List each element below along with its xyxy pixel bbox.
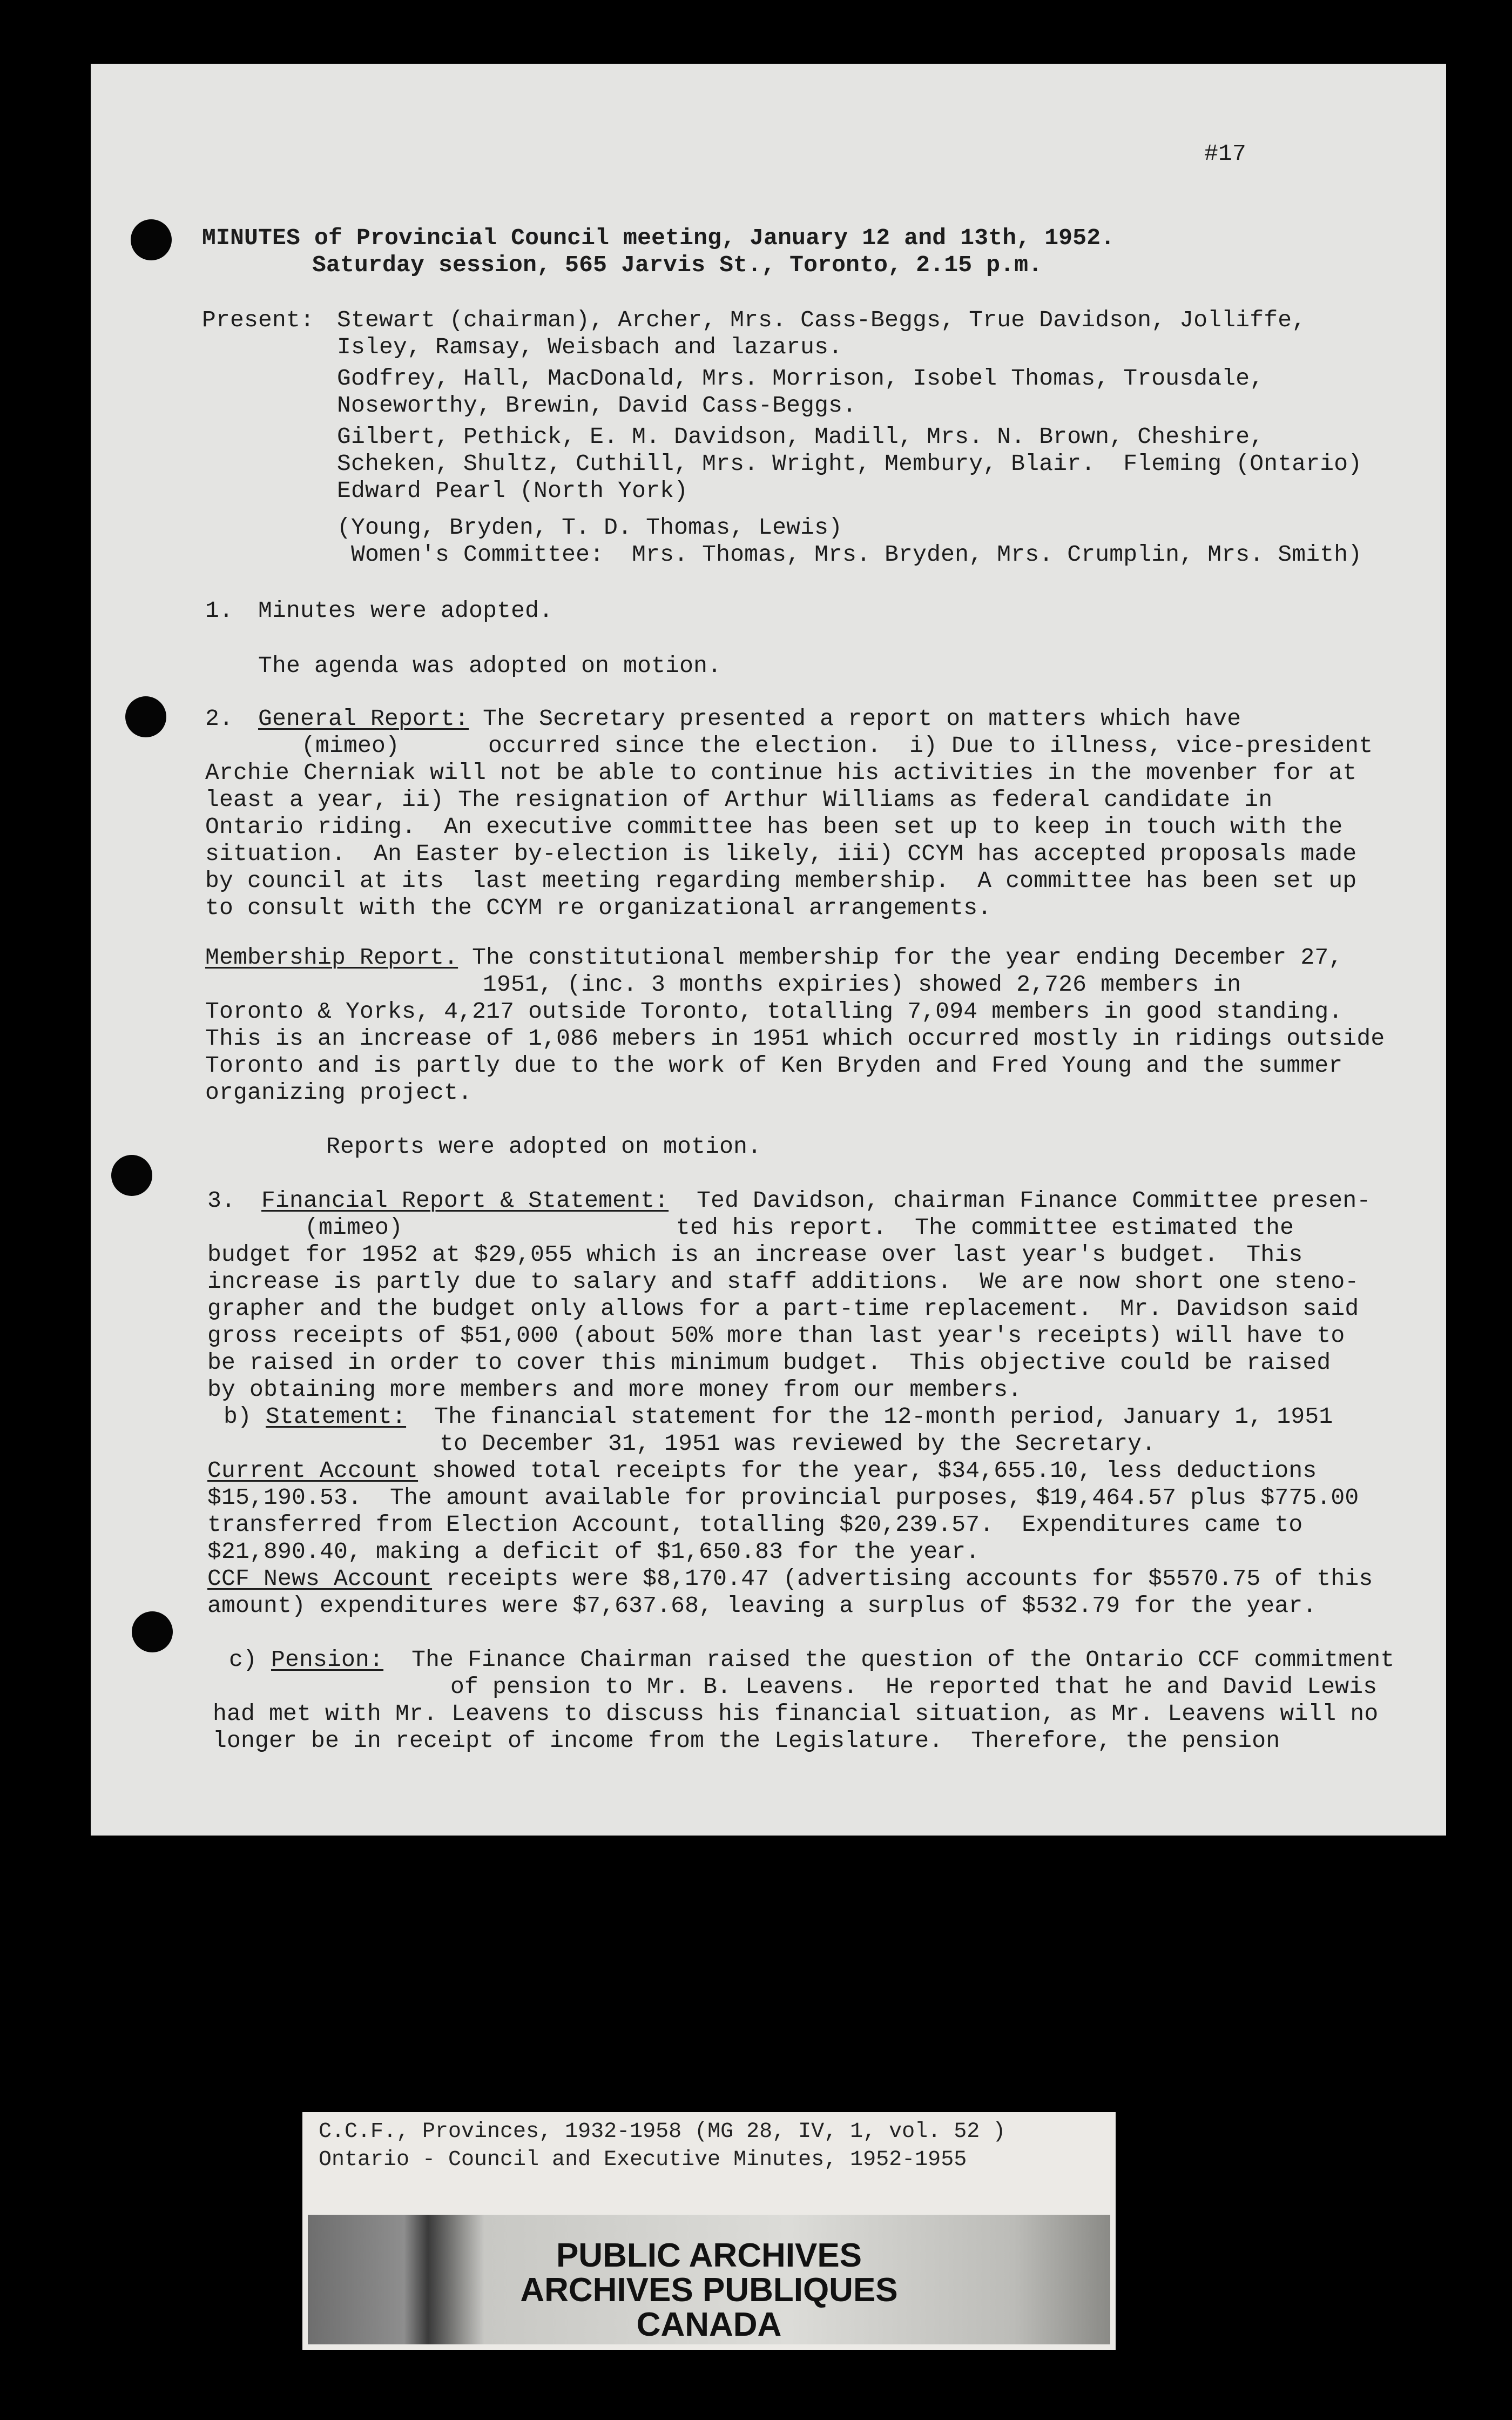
body-line: by obtaining more members and more money from our members.: [207, 1376, 1022, 1403]
body-line: $15,190.53. The amount available for provincial purposes, $19,464.57 plus $775.00: [207, 1484, 1359, 1511]
body-line: longer be in receipt of income from the Legislature. Therefore, the pension: [213, 1727, 1280, 1754]
body-line: This is an increase of 1,086 mebers in 1951 which occurred mostly in ridings outside: [205, 1025, 1385, 1052]
body-line: budget for 1952 at $29,055 which is an increase over last year's budget. This: [207, 1241, 1303, 1268]
body-line: ted his report. The committee estimated the: [676, 1214, 1294, 1241]
body-text: The financial statement for the 12-month period, January 1, 1951: [406, 1403, 1333, 1430]
item-number: 2.: [205, 705, 234, 732]
body-line: had met with Mr. Leavens to discuss his financial situation, as Mr. Leavens will no: [213, 1700, 1379, 1727]
archive-label: [302, 2112, 1116, 2350]
body-text: Ted Davidson, chairman Finance Committee presen-: [669, 1187, 1371, 1214]
body-line: situation. An Easter by-election is likely, iii) CCYM has accepted proposals made: [205, 841, 1357, 867]
present-label: Present:: [202, 307, 315, 333]
body-line: least a year, ii) The resignation of Arthur Williams as federal candidate in: [205, 786, 1273, 813]
agenda-text: The agenda was adopted on motion.: [258, 653, 722, 679]
body-line: $21,890.40, making a deficit of $1,650.83 for the year.: [207, 1538, 980, 1565]
body-line: grapher and the budget only allows for a part-time replacement. Mr. Davidson said: [207, 1295, 1359, 1322]
stamp-text: PUBLIC ARCHIVES: [556, 2237, 862, 2274]
punch-hole: [125, 696, 166, 737]
attendee-line: Women's Committee: Mrs. Thomas, Mrs. Bryden, Mrs. Crumplin, Mrs. Smith): [351, 541, 1362, 568]
section-heading: Current Account: [207, 1457, 418, 1484]
section-heading: Financial Report & Statement:: [261, 1187, 669, 1214]
current-account-line: [207, 1457, 1317, 1484]
attendee-line: Stewart (chairman), Archer, Mrs. Cass-Beggs, True Davidson, Jolliffe,: [337, 307, 1306, 333]
body-text: receipts were $8,170.47 (advertising accounts for $5570.75 of this: [432, 1565, 1373, 1592]
body-line: Toronto and is partly due to the work of Ken Bryden and Fred Young and the summer: [205, 1052, 1343, 1079]
statement-line: [224, 1403, 1333, 1430]
section-heading: Membership Report.: [205, 944, 458, 971]
item-number: 3.: [207, 1187, 236, 1214]
body-line: gross receipts of $51,000 (about 50% more than last year's receipts) will have to: [207, 1322, 1345, 1349]
attendee-line: Edward Pearl (North York): [337, 478, 688, 504]
minutes-title: MINUTES of Provincial Council meeting, January 12 and 13th, 1952.: [202, 225, 1115, 251]
body-line: of pension to Mr. B. Leavens. He reported that he and David Lewis: [450, 1673, 1378, 1700]
mimeo-note: (mimeo): [305, 1214, 403, 1241]
stamp-text: CANADA: [636, 2306, 782, 2343]
attendee-line: Godfrey, Hall, MacDonald, Mrs. Morrison, Isobel Thomas, Trousdale,: [337, 365, 1264, 392]
pension-line: [229, 1646, 1394, 1673]
body-line: transferred from Election Account, totalling $20,239.57. Expenditures came to: [207, 1511, 1303, 1538]
body-line: be raised in order to cover this minimum budget. This objective could be raised: [207, 1349, 1331, 1376]
punch-hole: [131, 219, 172, 260]
body-line: organizing project.: [205, 1079, 473, 1106]
subitem-marker: c): [229, 1646, 272, 1673]
body-text: The Finance Chairman raised the question of the Ontario CCF commitment: [383, 1646, 1395, 1673]
body-line: by council at its last meeting regarding membership. A committee has been set up: [205, 868, 1357, 894]
punch-hole: [111, 1155, 152, 1196]
attendee-line: Gilbert, Pethick, E. M. Davidson, Madill, Mrs. N. Brown, Cheshire,: [337, 424, 1264, 450]
session-line: Saturday session, 565 Jarvis St., Toronto, 2.15 p.m.: [312, 252, 1043, 278]
page-number: #17: [1204, 140, 1247, 167]
section-heading: General Report:: [258, 705, 469, 732]
section-heading: Statement:: [266, 1403, 407, 1430]
body-line: to December 31, 1951 was reviewed by the Secretary.: [440, 1430, 1156, 1457]
attendee-line: Isley, Ramsay, Weisbach and lazarus.: [337, 334, 843, 360]
body-line: Toronto & Yorks, 4,217 outside Toronto, totalling 7,094 members in good standing.: [205, 998, 1343, 1025]
attendee-line: (Young, Bryden, T. D. Thomas, Lewis): [337, 514, 843, 541]
general-report-line: [258, 705, 1241, 732]
body-line: 1951, (inc. 3 months expiries) showed 2,726 members in: [483, 971, 1241, 998]
archives-stamp: [308, 2215, 1110, 2344]
archive-collection: Ontario - Council and Executive Minutes, 1952-1955: [319, 2148, 967, 2172]
body-line: Ontario riding. An executive committee has been set up to keep in touch with the: [205, 814, 1343, 840]
body-line: occurred since the election. i) Due to illness, vice-president: [488, 732, 1373, 759]
punch-hole: [132, 1611, 173, 1652]
subitem-marker: b): [224, 1403, 266, 1430]
financial-report-line: [261, 1187, 1371, 1214]
stamp-text: ARCHIVES PUBLIQUES: [520, 2271, 898, 2309]
body-text: showed total receipts for the year, $34,655.10, less deductions: [418, 1457, 1317, 1484]
document-page: [91, 64, 1446, 1836]
body-text: The Secretary presented a report on matters which have: [469, 705, 1241, 732]
section-heading: Pension:: [271, 1646, 384, 1673]
item-text: Minutes were adopted.: [258, 597, 554, 624]
attendee-line: Noseworthy, Brewin, David Cass-Beggs.: [337, 392, 857, 419]
mimeo-note: (mimeo): [301, 732, 400, 759]
body-text: The constitutional membership for the year ending December 27,: [458, 944, 1343, 971]
item-number: 1.: [205, 597, 234, 624]
news-account-line: [207, 1565, 1373, 1592]
archive-reference: C.C.F., Provinces, 1932-1958 (MG 28, IV, 1, vol. 52 ): [319, 2120, 1006, 2144]
body-line: to consult with the CCYM re organizational arrangements.: [205, 895, 992, 921]
attendee-line: Scheken, Shultz, Cuthill, Mrs. Wright, Membury, Blair. Fleming (Ontario): [337, 451, 1362, 477]
reports-adopted: Reports were adopted on motion.: [326, 1133, 762, 1160]
body-line: Archie Cherniak will not be able to continue his activities in the movenber for at: [205, 759, 1357, 786]
section-heading: CCF News Account: [207, 1565, 433, 1592]
body-line: amount) expenditures were $7,637.68, leaving a surplus of $532.79 for the year.: [207, 1592, 1317, 1619]
membership-line: [205, 944, 1342, 971]
body-line: increase is partly due to salary and staff additions. We are now short one steno-: [207, 1268, 1359, 1295]
